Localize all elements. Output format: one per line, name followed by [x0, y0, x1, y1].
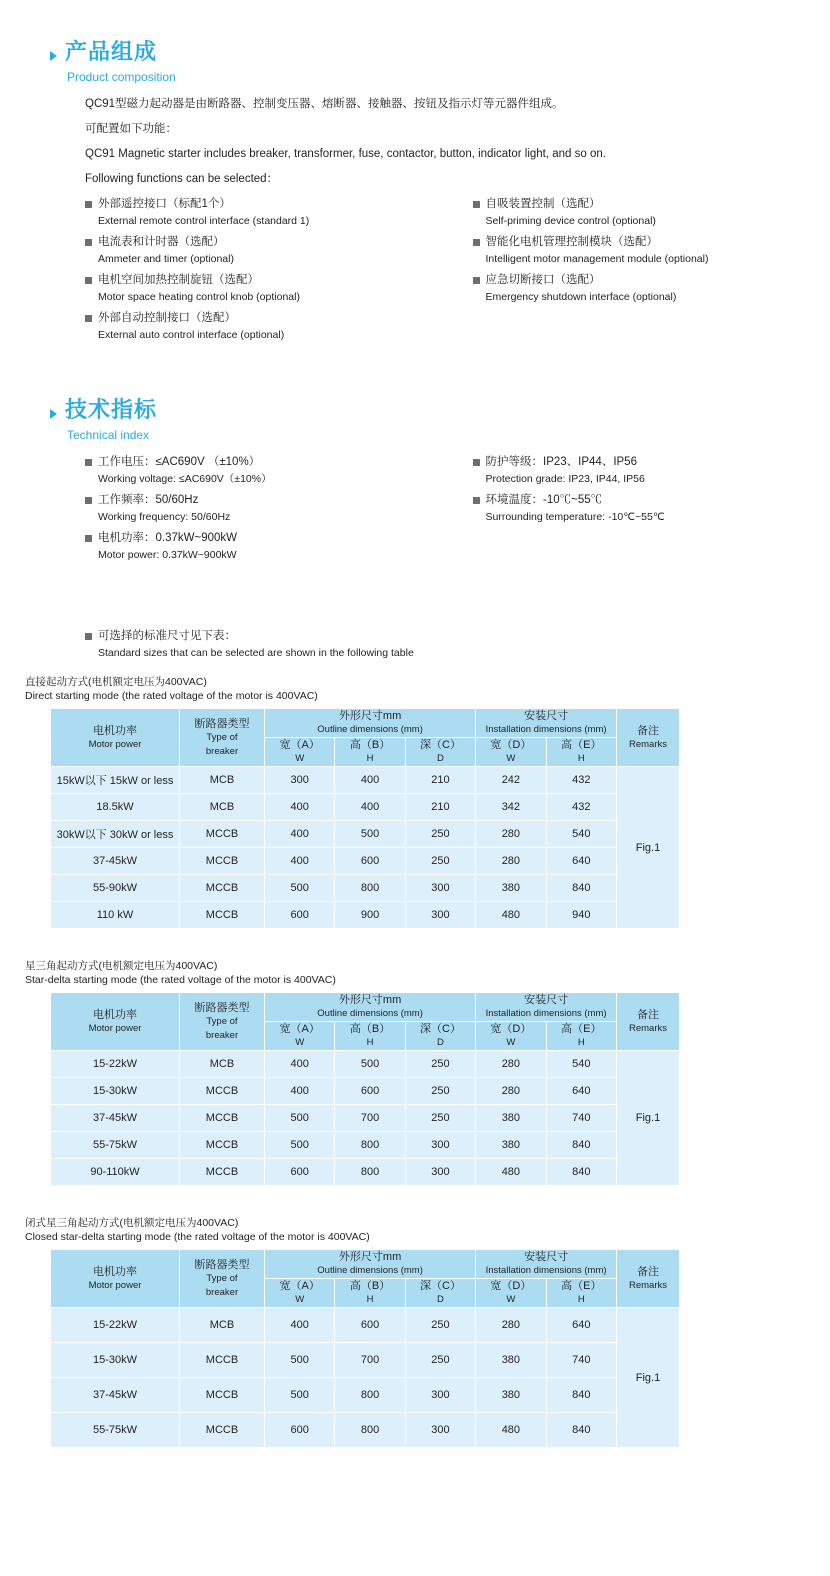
list-item-label-cn: 防护等级：IP23、IP44、IP56 — [485, 456, 637, 468]
cell-breaker: MCB — [180, 1308, 265, 1343]
cell-depth-c: 210 — [405, 767, 475, 794]
cell-width-a: 500 — [265, 875, 335, 902]
cell-height-b: 900 — [335, 902, 405, 929]
triangle-bullet-icon — [50, 409, 57, 419]
table-row — [51, 1159, 680, 1186]
cell-width-d: 280 — [476, 848, 546, 875]
square-bullet-icon — [473, 277, 480, 284]
list-item-label-en: Motor power: 0.37kW~900kW — [98, 549, 237, 561]
cell-height-e: 640 — [546, 1078, 616, 1105]
list-item-label-cn: 外部遥控接口（标配1个） — [98, 198, 231, 210]
cell-height-e: 640 — [546, 848, 616, 875]
section-heading — [50, 396, 830, 444]
cell-width-d: 480 — [476, 1159, 546, 1186]
page-title: 技术指标 — [65, 397, 158, 422]
col-header-height-e: 高（E） H — [546, 1022, 616, 1051]
page-subtitle: Product composition — [67, 70, 176, 84]
cell-width-a: 400 — [265, 1078, 335, 1105]
list-item-label-cn: 电流表和计时器（选配） — [98, 236, 225, 248]
feature-column-left — [85, 454, 443, 568]
list-item-label-en: Surrounding temperature: -10℃~55℃ — [485, 511, 665, 523]
col-header-cn: 安装尺寸 — [524, 710, 569, 722]
list-item-label-en: Ammeter and timer (optional) — [98, 253, 234, 265]
cell-breaker: MCCB — [180, 1078, 265, 1105]
list-item-label-en: Self-priming device control (optional) — [485, 215, 656, 227]
table-row — [51, 1378, 680, 1413]
list-item — [473, 234, 830, 267]
col-header-breaker-type: 断路器类型 Type of breaker — [180, 1250, 265, 1308]
cell-depth-c: 250 — [405, 1308, 475, 1343]
list-item — [473, 454, 830, 487]
list-item-label-cn: 智能化电机管理控制模块（选配） — [485, 236, 658, 248]
cell-height-b: 800 — [335, 1159, 405, 1186]
cell-breaker: MCCB — [180, 848, 265, 875]
square-bullet-icon — [85, 459, 92, 466]
cell-width-a: 500 — [265, 1378, 335, 1413]
col-header-width-d: 宽（D） W — [476, 1022, 546, 1051]
col-header-en: Remarks — [628, 738, 667, 750]
cell-width-d: 342 — [476, 794, 546, 821]
cell-height-e: 840 — [546, 1159, 616, 1186]
dimensions-table — [50, 992, 680, 1186]
square-bullet-icon — [85, 497, 92, 504]
col-header-outline-dimensions — [265, 709, 476, 738]
cell-motor-power: 15-22kW — [51, 1051, 180, 1078]
col-header-height-e: 高（E） H — [546, 1279, 616, 1308]
table-row — [51, 821, 680, 848]
cell-height-b: 500 — [335, 821, 405, 848]
cell-motor-power: 55-75kW — [51, 1132, 180, 1159]
cell-height-e: 840 — [546, 1132, 616, 1159]
intro-paragraphs — [85, 96, 830, 187]
cell-height-b: 800 — [335, 875, 405, 902]
cell-breaker: MCCB — [180, 875, 265, 902]
cell-motor-power: 110 kW — [51, 902, 180, 929]
col-header-outline-dimensions: 外形尺寸mm Outline dimensions (mm) — [265, 993, 476, 1022]
cell-height-e: 840 — [546, 1378, 616, 1413]
page-subtitle: Technical index — [67, 428, 150, 442]
cell-motor-power: 90-110kW — [51, 1159, 180, 1186]
list-item-label-cn: 工作电压：≤AC690V （±10%） — [98, 456, 261, 468]
col-header-width-a: 宽（A） W — [265, 1022, 335, 1051]
cell-height-b: 700 — [335, 1105, 405, 1132]
col-header-motor-power — [51, 709, 180, 767]
cell-motor-power: 37-45kW — [51, 1105, 180, 1132]
cell-remarks: Fig.1 — [617, 1308, 680, 1448]
section-heading — [50, 38, 830, 86]
square-bullet-icon — [473, 239, 480, 246]
intro-line-2: 可配置如下功能： — [85, 123, 177, 135]
cell-height-e: 740 — [546, 1343, 616, 1378]
col-header-outline-dimensions: 外形尺寸mm Outline dimensions (mm) — [265, 1250, 476, 1279]
cell-width-a: 300 — [265, 767, 335, 794]
table-block-direct-starting — [25, 675, 805, 929]
col-header-depth-c: 深（C） D — [405, 1022, 475, 1051]
table-caption-cn: 星三角起动方式(电机额定电压为400VAC) — [25, 960, 218, 972]
cell-width-a: 400 — [265, 821, 335, 848]
col-header-remarks: 备注 Remarks — [617, 1250, 680, 1308]
cell-breaker: MCCB — [180, 1105, 265, 1132]
table-header-row — [51, 709, 680, 738]
list-item — [473, 196, 830, 229]
cell-height-b: 800 — [335, 1413, 405, 1448]
cell-width-d: 280 — [476, 1051, 546, 1078]
col-header-width-d: 宽（D） W — [476, 1279, 546, 1308]
cell-width-a: 600 — [265, 1159, 335, 1186]
section-technical-index — [50, 396, 830, 661]
list-item — [85, 454, 443, 487]
standard-sizes-note — [85, 628, 830, 661]
cell-breaker: MCB — [180, 1051, 265, 1078]
cell-remarks: Fig.1 — [617, 1051, 680, 1186]
cell-depth-c: 250 — [405, 1105, 475, 1132]
cell-width-a: 500 — [265, 1132, 335, 1159]
col-header-installation-dimensions: 安装尺寸 Installation dimensions (mm) — [476, 1250, 617, 1279]
col-header-depth-c: 深（C） D — [405, 738, 475, 767]
cell-width-d: 242 — [476, 767, 546, 794]
cell-breaker: MCCB — [180, 902, 265, 929]
cell-height-e: 840 — [546, 875, 616, 902]
square-bullet-icon — [85, 277, 92, 284]
col-header-en1: Type of — [206, 731, 238, 743]
feature-column-right — [473, 454, 830, 568]
list-item-label-cn: 电机空间加热控制旋钮（选配） — [98, 274, 259, 286]
section-product-composition — [50, 0, 830, 348]
intro-line-4: Following functions can be selected： — [85, 173, 279, 185]
cell-width-d: 380 — [476, 1132, 546, 1159]
col-header-en: Outline dimensions (mm) — [317, 724, 423, 735]
square-bullet-icon — [85, 201, 92, 208]
cell-depth-c: 300 — [405, 1378, 475, 1413]
intro-line-1: QC91型磁力起动器是由断路器、控制变压器、熔断器、接触器、按钮及指示灯等元器件组成。 — [85, 98, 564, 110]
cell-motor-power: 15kW以下 15kW or less — [51, 767, 180, 794]
cell-height-e: 540 — [546, 821, 616, 848]
col-header-cn: 外形尺寸mm — [338, 710, 402, 722]
cell-breaker: MCCB — [180, 1378, 265, 1413]
list-item-label-en: Working frequency: 50/60Hz — [98, 511, 231, 523]
col-header-en2: breaker — [205, 745, 239, 757]
cell-height-b: 400 — [335, 794, 405, 821]
col-header-height-b: 高（B） H — [335, 738, 405, 767]
col-header-cn: 断路器类型 — [194, 717, 250, 730]
cell-motor-power: 37-45kW — [51, 848, 180, 875]
cell-height-e: 432 — [546, 767, 616, 794]
cell-motor-power: 55-75kW — [51, 1413, 180, 1448]
list-item-label-cn: 电机功率：0.37kW~900kW — [98, 532, 237, 544]
col-header-width-d: 宽（D） W — [476, 738, 546, 767]
cell-width-d: 380 — [476, 1378, 546, 1413]
table-caption-en: Closed star-delta starting mode (the rated voltage of the motor is 400VAC) — [25, 1231, 370, 1243]
table-row — [51, 1132, 680, 1159]
table-row — [51, 1105, 680, 1132]
list-item — [85, 530, 443, 563]
col-header-height-b: 高（B） H — [335, 1022, 405, 1051]
cell-height-e: 940 — [546, 902, 616, 929]
cell-width-a: 400 — [265, 1051, 335, 1078]
feature-column-left — [85, 196, 443, 348]
cell-width-a: 400 — [265, 848, 335, 875]
table-row — [51, 875, 680, 902]
cell-height-e: 840 — [546, 1413, 616, 1448]
col-header-width-a: 宽（A） W — [265, 1279, 335, 1308]
col-header-cn: 备注 — [637, 724, 659, 737]
list-item-label-cn: 应急切断接口（选配） — [485, 274, 601, 286]
dimensions-table — [50, 1249, 680, 1448]
list-item — [85, 310, 443, 343]
cell-height-e: 540 — [546, 1051, 616, 1078]
note-label-en: Standard sizes that can be selected are shown in the following table — [98, 647, 414, 659]
cell-width-a: 400 — [265, 794, 335, 821]
page-title: 产品组成 — [65, 39, 158, 64]
cell-width-a: 500 — [265, 1343, 335, 1378]
cell-height-e: 740 — [546, 1105, 616, 1132]
col-header-breaker-type: 断路器类型 Type of breaker — [180, 993, 265, 1051]
list-item-label-cn: 环境温度：-10℃~55℃ — [485, 494, 603, 506]
table-caption-cn: 闭式星三角起动方式(电机额定电压为400VAC) — [25, 1217, 239, 1229]
triangle-bullet-icon — [50, 51, 57, 61]
list-item-label-en: Intelligent motor management module (optional) — [485, 253, 709, 265]
list-item-label-cn: 外部自动控制接口（选配） — [98, 312, 236, 324]
col-header-motor-power: 电机功率 Motor power — [51, 993, 180, 1051]
cell-depth-c: 250 — [405, 821, 475, 848]
col-header-cn: 电机功率 — [93, 724, 137, 737]
cell-width-a: 600 — [265, 1413, 335, 1448]
square-bullet-icon — [85, 315, 92, 322]
col-header-motor-power: 电机功率 Motor power — [51, 1250, 180, 1308]
col-header-width-a: 宽（A） W — [265, 738, 335, 767]
cell-motor-power: 15-30kW — [51, 1078, 180, 1105]
list-item — [85, 234, 443, 267]
cell-width-a: 400 — [265, 1308, 335, 1343]
col-header-height-e: 高（E） H — [546, 738, 616, 767]
list-item-label-cn: 工作频率：50/60Hz — [98, 494, 199, 506]
table-row — [51, 902, 680, 929]
cell-width-d: 280 — [476, 821, 546, 848]
cell-height-b: 800 — [335, 1378, 405, 1413]
square-bullet-icon — [473, 497, 480, 504]
list-item — [473, 492, 830, 525]
cell-depth-c: 300 — [405, 1159, 475, 1186]
cell-height-b: 600 — [335, 848, 405, 875]
list-item-label-en: Protection grade: IP23, IP44, IP56 — [485, 473, 645, 485]
col-header-en: Motor power — [88, 738, 142, 750]
cell-breaker: MCCB — [180, 1343, 265, 1378]
cell-depth-c: 300 — [405, 902, 475, 929]
cell-height-b: 600 — [335, 1308, 405, 1343]
col-header-installation-dimensions — [476, 709, 617, 738]
cell-height-b: 800 — [335, 1132, 405, 1159]
cell-depth-c: 250 — [405, 1051, 475, 1078]
cell-width-d: 280 — [476, 1078, 546, 1105]
cell-depth-c: 250 — [405, 1078, 475, 1105]
col-header-breaker-type — [180, 709, 265, 767]
cell-width-d: 380 — [476, 875, 546, 902]
cell-motor-power: 37-45kW — [51, 1378, 180, 1413]
cell-depth-c: 250 — [405, 1343, 475, 1378]
square-bullet-icon — [473, 459, 480, 466]
cell-motor-power: 15-22kW — [51, 1308, 180, 1343]
list-item-label-en: Motor space heating control knob (optional) — [98, 291, 300, 303]
col-header-installation-dimensions: 安装尺寸 Installation dimensions (mm) — [476, 993, 617, 1022]
table-row — [51, 1343, 680, 1378]
cell-width-d: 380 — [476, 1343, 546, 1378]
cell-height-e: 432 — [546, 794, 616, 821]
cell-depth-c: 300 — [405, 1413, 475, 1448]
cell-height-b: 500 — [335, 1051, 405, 1078]
list-item — [85, 196, 443, 229]
list-item-label-cn: 自吸装置控制（选配） — [485, 198, 601, 210]
cell-width-d: 480 — [476, 1413, 546, 1448]
list-item-label-en: Working voltage: ≤AC690V（±10%） — [98, 473, 272, 485]
cell-depth-c: 300 — [405, 1132, 475, 1159]
composition-feature-list — [85, 196, 830, 348]
square-bullet-icon — [473, 201, 480, 208]
table-caption-cn: 直接起动方式(电机额定电压为400VAC) — [25, 676, 207, 688]
cell-width-d: 280 — [476, 1308, 546, 1343]
table-row — [51, 848, 680, 875]
cell-breaker: MCCB — [180, 821, 265, 848]
list-item-label-en: External auto control interface (optional) — [98, 329, 285, 341]
list-item-label-en: Emergency shutdown interface (optional) — [485, 291, 677, 303]
cell-depth-c: 300 — [405, 875, 475, 902]
list-item-label-en: External remote control interface (standard 1) — [98, 215, 310, 227]
cell-height-b: 600 — [335, 1078, 405, 1105]
feature-column-right — [473, 196, 830, 348]
cell-remarks: Fig.1 — [617, 767, 680, 929]
cell-breaker: MCCB — [180, 1159, 265, 1186]
cell-breaker: MCCB — [180, 1413, 265, 1448]
cell-width-d: 380 — [476, 1105, 546, 1132]
cell-depth-c: 250 — [405, 848, 475, 875]
cell-width-a: 500 — [265, 1105, 335, 1132]
col-header-en: Installation dimensions (mm) — [485, 724, 607, 735]
note-label-cn: 可选择的标准尺寸见下表： — [98, 630, 236, 642]
list-item — [473, 272, 830, 305]
cell-motor-power: 15-30kW — [51, 1343, 180, 1378]
table-block-star-delta-starting — [25, 959, 805, 1186]
col-header-remarks: 备注 Remarks — [617, 993, 680, 1051]
square-bullet-icon — [85, 535, 92, 542]
col-header-height-b: 高（B） H — [335, 1279, 405, 1308]
square-bullet-icon — [85, 633, 92, 640]
dimensions-table — [50, 708, 680, 929]
cell-motor-power: 55-90kW — [51, 875, 180, 902]
cell-height-e: 640 — [546, 1308, 616, 1343]
table-row — [51, 1078, 680, 1105]
cell-depth-c: 210 — [405, 794, 475, 821]
table-row — [51, 1413, 680, 1448]
cell-motor-power: 30kW以下 30kW or less — [51, 821, 180, 848]
cell-breaker: MCB — [180, 794, 265, 821]
table-row — [51, 767, 680, 794]
col-header-depth-c: 深（C） D — [405, 1279, 475, 1308]
table-caption-en: Star-delta starting mode (the rated voltage of the motor is 400VAC) — [25, 974, 336, 986]
table-header-row — [51, 1250, 680, 1279]
table-row — [51, 794, 680, 821]
technical-feature-list — [85, 454, 830, 568]
table-header-row — [51, 993, 680, 1022]
square-bullet-icon — [85, 239, 92, 246]
table-row — [51, 1308, 680, 1343]
cell-breaker: MCCB — [180, 1132, 265, 1159]
intro-line-3: QC91 Magnetic starter includes breaker, transformer, fuse, contactor, button, indicator light, and so on. — [85, 148, 606, 160]
cell-motor-power: 18.5kW — [51, 794, 180, 821]
col-header-remarks — [617, 709, 680, 767]
cell-width-d: 480 — [476, 902, 546, 929]
list-item — [85, 272, 443, 305]
cell-height-b: 400 — [335, 767, 405, 794]
table-row — [51, 1051, 680, 1078]
cell-height-b: 700 — [335, 1343, 405, 1378]
list-item — [85, 492, 443, 525]
table-block-closed-star-delta-starting — [25, 1216, 805, 1448]
cell-breaker: MCB — [180, 767, 265, 794]
table-caption-en: Direct starting mode (the rated voltage of the motor is 400VAC) — [25, 690, 318, 702]
cell-width-a: 600 — [265, 902, 335, 929]
